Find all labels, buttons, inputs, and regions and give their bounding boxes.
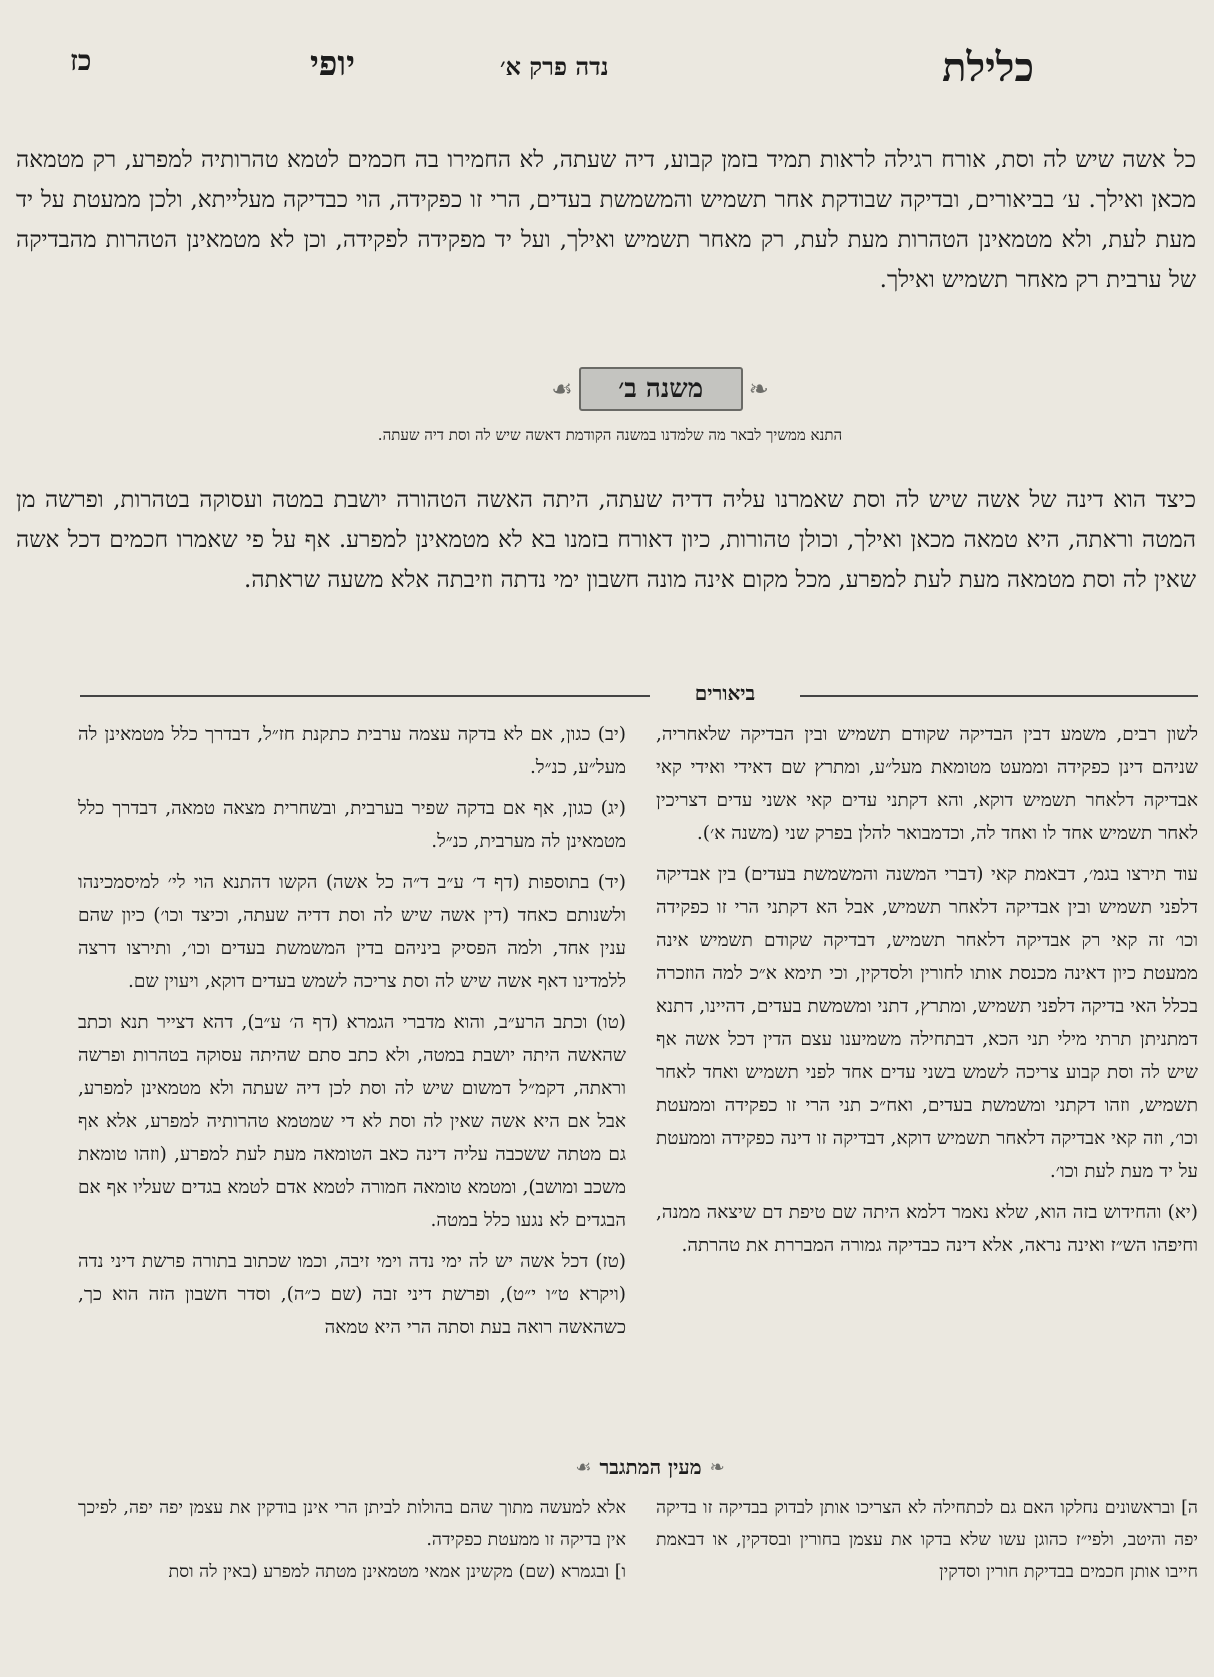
divider-rule [80,695,1198,697]
ornament-icon: ❧ [709,1456,725,1478]
divider-label: ביאורים [650,681,800,706]
mayan-paragraph: אלא למעשה מתוך שהם בהולות לביתן הרי אינן בודקין את עצמן יפה יפה, לפיכך אין בדיקה זו ממעטת כפקידה. [78,1498,626,1550]
ornament-icon: ☙ [551,375,573,403]
mayan-right-column [656,1492,1198,1588]
book-title: כלילת [942,44,1034,91]
ornament-icon: ☙ [575,1456,592,1478]
commentary-paragraph: (יד) בתוספות (דף ד׳ ע״ב ד״ה כל אשה) הקשו דהתנא הוי לי׳ למיסמכינהו ולשנותם כאחד (דין אשה שיש לה וסת דדיה שעתה, וכיצד וכו׳) כיון שהם ענין אחד, ולמה הפסיק ביניהם בדין המשמשת בעדים וכו׳, ותירצו דרצה ללמדינו דאף אשה שיש לה וסת צריכה לשמש בעדים דוקא, ויעוין שם. [78,872,626,992]
mishna-paragraph: כיצד הוא דינה של אשה שיש לה וסת שאמרנו עליה דדיה שעתה, היתה האשה הטהורה יושבת במטה ועסוקה בטהרות, ופרשה מן המטה וראתה, היא טמאה מכאן ואילך, וכולן טהורות, כיון דאורח בזמנו בא לא מטמאינן למפרע. אף על פי שאמרו חכמים דכל אשה שאין לה וסת מטמאה מעת לעת למפרע, מכל מקום אינה מונה חשבון ימי נדתה וזיבתה אלא משעה שראתה. [16,487,1196,593]
page-header [70,44,1144,90]
mayan-label: מעין המתגבר [599,1454,702,1479]
commentary-paragraph: (טז) דכל אשה יש לה ימי נדה וימי זיבה, וכמו שכתוב בתורה פרשת דיני נדה (ויקרא ט״ו י״ט), ופרשת דיני זבה (שם כ״ה), וסדר חשבון הזה הוא כך, כשהאשה רואה בעת וסתה הרי היא טמאה [78,1251,626,1338]
ornament-icon: ❧ [748,375,769,403]
page-number: כז [70,44,92,77]
mayan-paragraph: ה] ובראשונים נחלקו האם גם לכתחילה לא הצריכו אותן לבדוק בבדיקה זו בדיקה יפה והיטב, ולפי״ז כהוגן עשו שלא בדקו את עצמן בחורין ובסדקין, או דבאמת חייבו אותן חכמים בבדיקת חורין וסדקין [656,1498,1198,1582]
commentary-paragraph: (טו) וכתב הרע״ב, והוא מדברי הגמרא (דף ה׳ ע״ב), דהא דצייר תנא וכתב שהאשה היתה יושבת במטה, ולא כתב סתם שהיתה עסוקה בטהרות ופרשה וראתה, דקמ״ל דמשום שיש לה וסת לכן דיה שעתה ולא מטמאינן למפרע, אבל אם היא אשה שאין לה וסת לא די שמטמא טהרותיה למפרע, אלא אף גם מטתה ששכבה עליה דינה כאב הטומאה מעת לעת למפרע, (וזהו טומאת משכב ומושב), ומטמא טומאה חמורה לטמא אדם לטמא בגדים שעליו אף אם הבגדים לא נגעו כלל במטה. [78,1012,626,1231]
commentary-left-column [78,718,626,1352]
book-subtitle: יופי [310,44,356,84]
mishna-title: משנה ב׳ [579,367,743,411]
section-divider [80,683,1198,707]
commentary-paragraph: (יא) והחידוש בזה הוא, שלא נאמר דלמא היתה שם טיפת דם שיצאה ממנה, וחיפהו הש״ז ואינה נראה, אלא דינה כבדיקה גמורה המבררת את טהרתה. [656,1202,1198,1256]
commentary-paragraph: (יג) כגון, אף אם בדקה שפיר בערבית, ובשחרית מצאה טמאה, דבדרך כלל מטמאינן לה מערבית, כנ״ל. [78,798,626,852]
commentary-paragraph: לשון רבים, משמע דבין הבדיקה שקודם תשמיש ובין הבדיקה שלאחריה, שניהם דינן כפקידה וממעט מטומאת מעל״ע, ומתרץ שם דאידי ואידי קאי אבדיקה דלאחר תשמיש דוקא, והא דקתני עדים קאי אשני עדים דצריכין לאחר תשמיש אחד לו ואחד לה, וכדמבואר להלן בפרק שני (משנה א׳). [656,724,1198,844]
mayan-divider [520,1454,780,1480]
mayan-paragraph: ו] ובגמרא (שם) מקשינן אמאי מטמאינן מטתה למפרע (באין לה וסת [168,1562,626,1582]
section-name: נדה פרק א׳ [500,52,609,81]
commentary-paragraph: (יב) כגון, אם לא בדקה עצמה ערבית כתקנת חז״ל, דבדרך כלל מטמאינן לה מעל״ע, כנ״ל. [78,724,626,778]
mishna-banner [530,366,790,412]
mayan-left-column [78,1492,626,1588]
commentary-paragraph: עוד תירצו בגמ׳, דבאמת קאי (דברי המשנה והמשמשת בעדים) בין אבדיקה דלפני תשמיש ובין אבדיקה דלאחר תשמיש, אבל הא דקתני הרי זו כפקידה וכו׳ זה קאי רק אבדיקה דלאחר תשמיש, דבדיקה שקודם תשמיש אינה ממעטת כיון דאינה מכנסת אותו לחורין ולסדקין, וכי תימא א״כ למה הוזכרה בכלל האי בדיקה דלפני תשמיש, ומתרץ, דתני ומשמשת בעדים, דהיינו, דתנא דמתניתן תרתי מילי תני הכא, דבתחילה משמיענו עצם הדין דכל אשה אף שיש לה וסת קבוע צריכה לשמש בשני עדים אחד לפני תשמיש ואחד לאחר תשמיש, וזהו דקתני ומשמשת בעדים, ואח״כ תני הרי זו כפקידה וממעטת וכו׳, וזה קאי אבדיקה דלאחר תשמיש דוקא, דבדיקה זו דינה כפקידה וממעטת על יד מעת לעת וכו׳. [656,864,1198,1182]
commentary-right-column [656,718,1198,1270]
main-paragraph: כל אשה שיש לה וסת, אורח רגילה לראות תמיד בזמן קבוע, דיה שעתה, לא החמירו בה חכמים לטמא טהרותיה למפרע, רק מטמאה מכאן ואילך. ע׳ בביאורים, ובדיקה שבודקת אחר תשמיש והמשמשת בעדים, הרי זו כפקידה, הוי כבדיקה מעלייתא, ולכן ממעטת על יד מעת לעת, ולא מטמאינן הטהרות מעת לעת, רק מאחר תשמיש ואילך, ועל יד מפקידה לפקידה, וכן לא מטמאינן הטהרות מהבדיקה של ערבית רק מאחר תשמיש ואילך. [16,147,1196,293]
mishna-intro: התנא ממשיך לבאר מה שלמדנו במשנה הקודמת דאשה שיש לה וסת דיה שעתה. [377,426,843,444]
